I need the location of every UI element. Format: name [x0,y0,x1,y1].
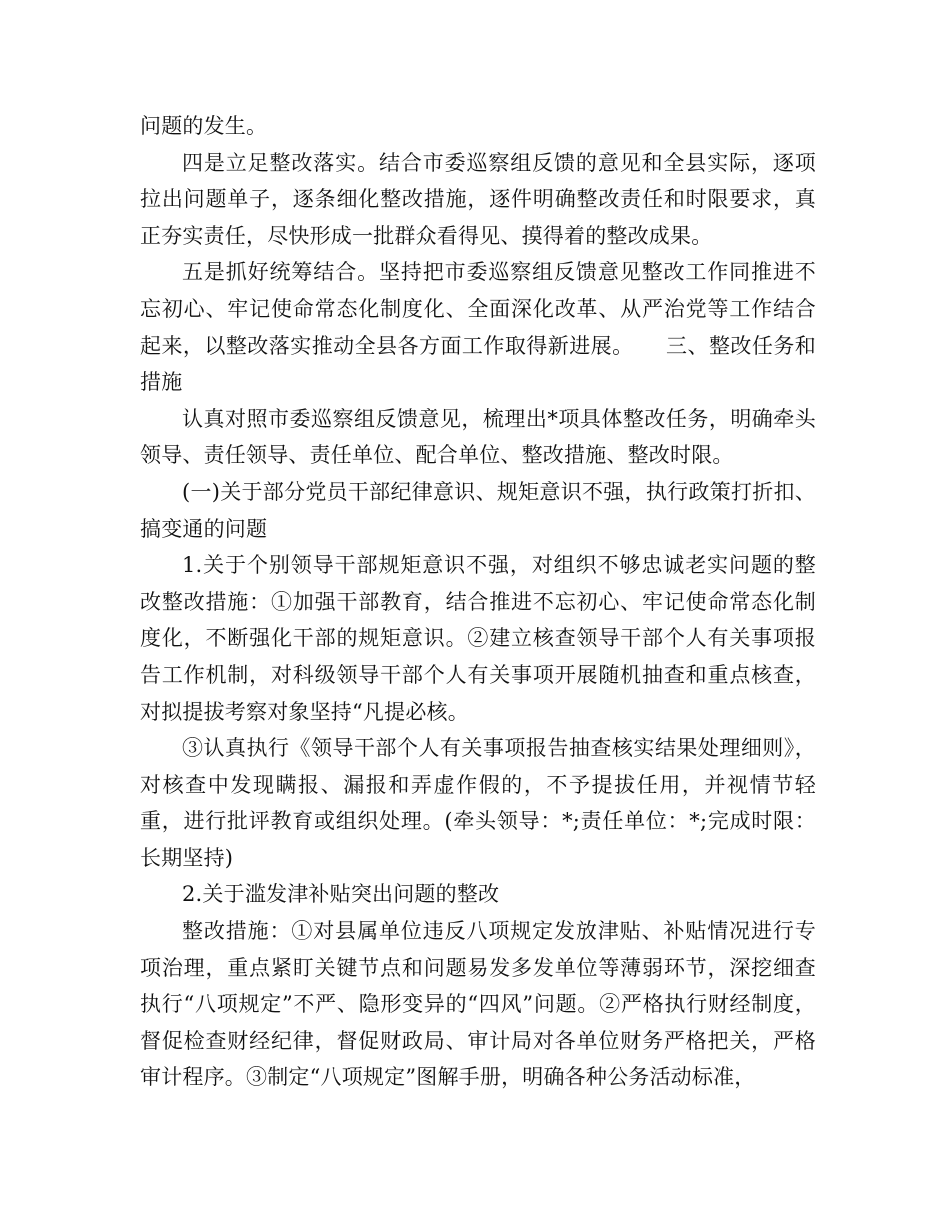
paragraph-item-one: 1.关于个别领导干部规矩意识不强，对组织不够忠诚老实问题的整改整改措施：①加强干部教育，结合推进不忘初心、牢记使命常态化制度化，不断强化干部的规矩意识。②建立核查领导干部个人有关事项报告工作机制，对科级领导干部个人有关事项开展随机抽查和重点核查，对拟提拔考察对象坚持“凡提必核。 [140,553,816,724]
paragraph-item-one-continued: ③认真执行《领导干部个人有关事项报告抽查核实结果处理细则》，对核查中发现瞒报、漏报和弄虚作假的，不予提拔任用，并视情节轻重，进行批评教育或组织处理。(牵头领导：*;责任单位：*;完成时限：长期坚持) [140,736,816,870]
paragraph-point-five: 五是抓好统筹结合。坚持把市委巡察组反馈意见整改工作同推进不忘初心、牢记使命常态化制度化、全面深化改革、从严治党等工作结合起来，以整改落实推动全县各方面工作取得新进展。 三、整改任务和措施 [140,260,816,395]
paragraph-continuation: 问题的发生。 [140,114,268,138]
subheading-item-two: 2.关于滥发津补贴突出问题的整改 [182,882,500,907]
paragraph-task-overview: 认真对照市委巡察组反馈意见，梳理出*项具体整改任务，明确牵头领导、责任领导、责任单位、配合单位、整改措施、整改时限。 [140,406,816,468]
section-heading-one: (一)关于部分党员干部纪律意识、规矩意识不强，执行政策打折扣、搞变通的问题 [140,479,816,541]
document-body [140,108,816,1096]
paragraph-item-two-measures: 整改措施：①对县属单位违反八项规定发放津贴、补贴情况进行专项治理，重点紧盯关键节点和问题易发多发单位等薄弱环节，深挖细查执行“八项规定”不严、隐形变异的“四风”问题。②严格执行财经制度，督促检查财经纪律，督促财政局、审计局对各单位财务严格把关，严格审计程序。③制定“八项规定”图解手册，明确各种公务活动标准， [140,919,816,1090]
paragraph-point-four: 四是立足整改落实。结合市委巡察组反馈的意见和全县实际，逐项拉出问题单子，逐条细化整改措施，逐件明确整改责任和时限要求，真正夯实责任，尽快形成一批群众看得见、摸得着的整改成果。 [140,150,816,248]
